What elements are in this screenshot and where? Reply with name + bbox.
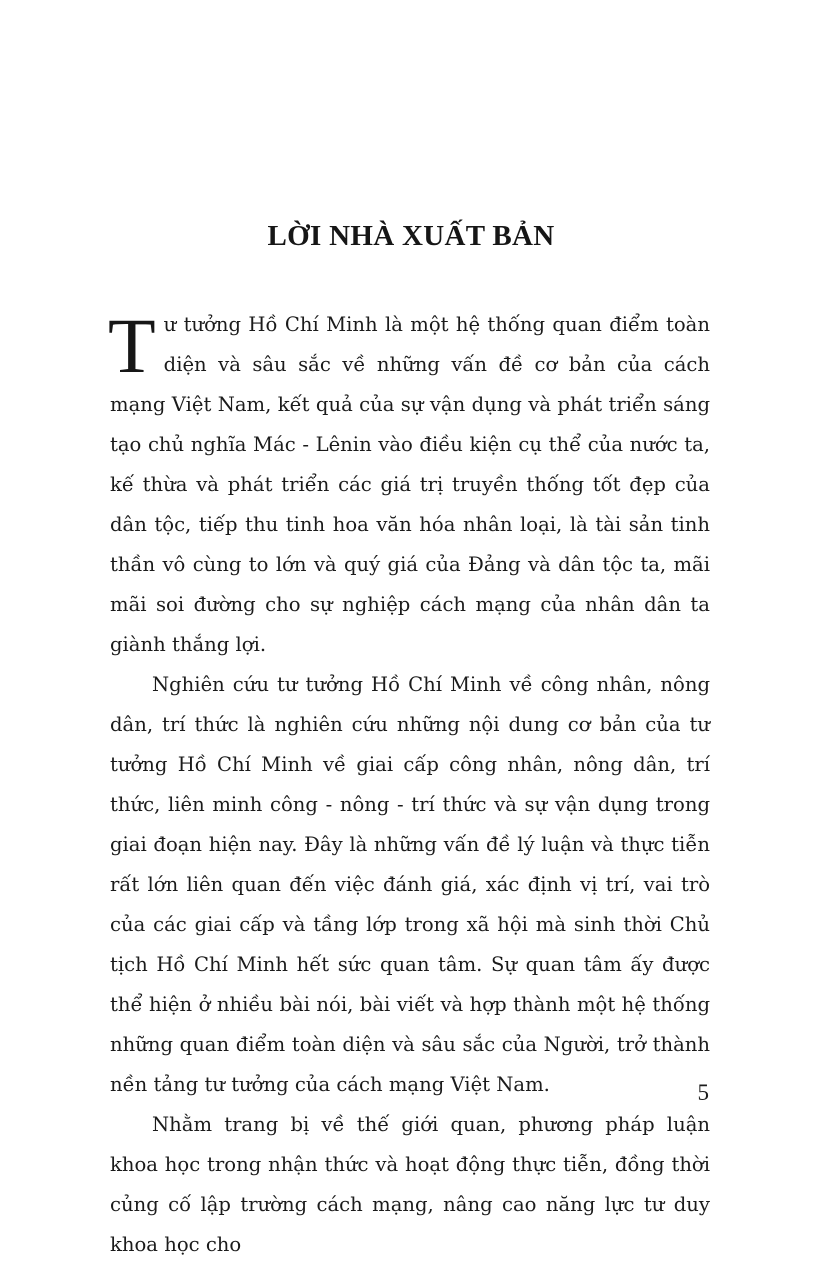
body-text	[108, 302, 710, 1265]
paragraph-1-text: ư tưởng Hồ Chí Minh là một hệ thống quan điểm toàn diện và sâu sắc về những vấn đề cơ bản của cách mạng Việt Nam, kết quả của sự vận dụng và phát triển sáng tạo chủ nghĩa Mác - Lênin vào điều kiện cụ thể của nước ta, kế thừa và phát triển các giá trị truyền thống tốt đẹp của dân tộc, tiếp thu tinh hoa văn hóa nhân loại, là tài sản tinh thần vô cùng to lớn và quý giá của Đảng và dân tộc ta, mãi mãi soi đường cho sự nghiệp cách mạng của nhân dân ta giành thắng lợi.	[110, 313, 710, 656]
paragraph-2: Nghiên cứu tư tưởng Hồ Chí Minh về công nhân, nông dân, trí thức là nghiên cứu những nội dung cơ bản của tư tưởng Hồ Chí Minh về giai cấp công nhân, nông dân, trí thức, liên minh công - nông - trí thức và sự vận dụng trong giai đoạn hiện nay. Đây là những vấn đề lý luận và thực tiễn rất lớn liên quan đến việc đánh giá, xác định vị trí, vai trò của các giai cấp và tầng lớp trong xã hội mà sinh thời Chủ tịch Hồ Chí Minh hết sức quan tâm. Sự quan tâm ấy được thể hiện ở nhiều bài nói, bài viết và hợp thành một hệ thống những quan điểm toàn diện và sâu sắc của Người, trở thành nền tảng tư tưởng của cách mạng Việt Nam.	[110, 673, 710, 1096]
page-number: 5	[697, 1080, 709, 1105]
paragraph-1	[108, 302, 710, 665]
drop-cap: T	[108, 302, 156, 389]
page-title: LỜI NHÀ XUẤT BẢN	[267, 220, 555, 252]
paragraph-3: Nhằm trang bị về thế giới quan, phương pháp luận khoa học trong nhận thức và hoạt động thực tiễn, đồng thời củng cố lập trường cách mạng, nâng cao năng lực tư duy khoa học cho	[110, 1113, 710, 1256]
